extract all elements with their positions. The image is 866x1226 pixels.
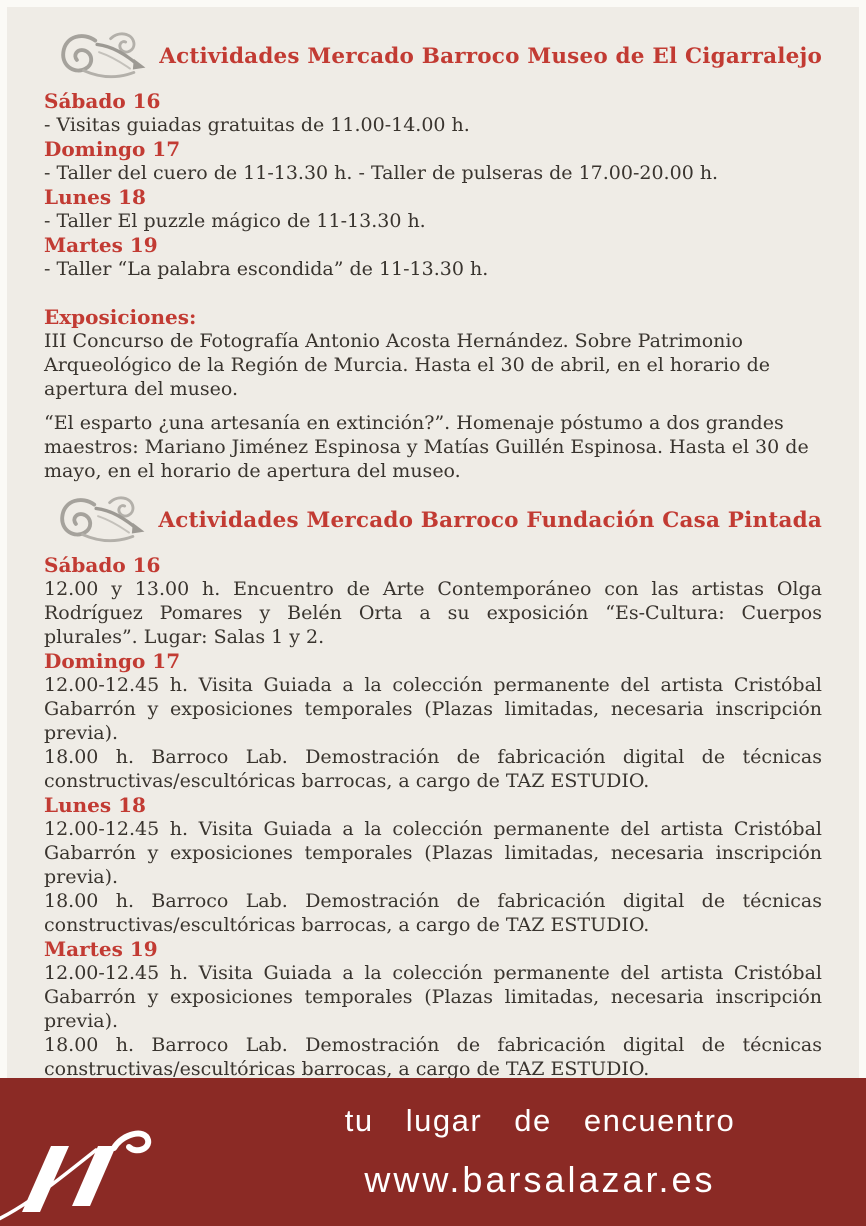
bar-salazar-script-logo xyxy=(0,1112,178,1226)
casa-pintada-day-list xyxy=(44,553,822,1078)
swirl-flourish-icon xyxy=(52,493,148,549)
footer-website-url: www.barsalazar.es xyxy=(364,1159,716,1200)
museo-section-title: Actividades Mercado Barroco Museo de El Cigarralejo xyxy=(159,44,822,70)
casa-day-activity: 12.00-12.45 h. Visita Guiada a la colección permanente del artista Cristóbal Gabarrón y exposiciones temporales (Plazas limitadas, necesaria inscripción previa). xyxy=(44,674,822,744)
museo-section-header xyxy=(44,29,822,85)
casa-day-activity: 12.00 y 13.00 h. Encuentro de Arte Contemporáneo con las artistas Olga Rodríguez Pomares y Belén Orta a su exposición “Es-Cultura: Cuerpos plurales”. Lugar: Salas 1 y 2. xyxy=(44,578,822,648)
casa-pintada-section-title: Actividades Mercado Barroco Fundación Casa Pintada xyxy=(158,508,822,534)
exposiciones-paragraph-1: III Concurso de Fotografía Antonio Acosta Hernández. Sobre Patrimonio Arqueológico de la Región de Murcia. Hasta el 30 de abril, en el horario de apertura del museo. xyxy=(44,330,770,400)
footer-text-block xyxy=(214,1078,866,1226)
casa-day-activity: 18.00 h. Barroco Lab. Demostración de fabricación digital de técnicas constructivas/escultóricas barrocas, a cargo de TAZ ESTUDIO. xyxy=(44,746,822,792)
swirl-flourish-icon xyxy=(53,29,149,85)
exposiciones-heading: Exposiciones: xyxy=(44,305,197,329)
footer-tagline: tu lugar de encuentro xyxy=(344,1103,736,1138)
exposiciones-paragraph-2: “El esparto ¿una artesanía en extinción?”. Homenaje póstumo a dos grandes maestros: Mariano Jiménez Espinosa y Matías Guillén Espinosa. Hasta el 30 de mayo, en el horario de apertura del museo. xyxy=(44,412,809,482)
museo-day-activity: - Taller “La palabra escondida” de 11-13.30 h. xyxy=(44,258,489,280)
museo-day-label: Sábado 16 xyxy=(44,89,161,113)
casa-day-activity: 18.00 h. Barroco Lab. Demostración de fabricación digital de técnicas constructivas/escultóricas barrocas, a cargo de TAZ ESTUDIO. xyxy=(44,890,822,936)
casa-day-activity: 18.00 h. Barroco Lab. Demostración de fabricación digital de técnicas constructivas/escultóricas barrocas, a cargo de TAZ ESTUDIO. xyxy=(44,1034,822,1078)
museo-day-activity: - Visitas guiadas gratuitas de 11.00-14.00 h. xyxy=(44,114,470,136)
museo-day-activity: - Taller El puzzle mágico de 11-13.30 h. xyxy=(44,210,426,232)
museo-day-activity: - Taller del cuero de 11-13.30 h. - Taller de pulseras de 17.00-20.00 h. xyxy=(44,162,719,184)
exposiciones-block xyxy=(44,305,822,483)
footer-banner xyxy=(0,1078,866,1226)
casa-day-label: Lunes 18 xyxy=(44,793,146,817)
casa-pintada-section-header xyxy=(44,493,822,549)
casa-day-activity: 12.00-12.45 h. Visita Guiada a la colección permanente del artista Cristóbal Gabarrón y exposiciones temporales (Plazas limitadas, necesaria inscripción previa). xyxy=(44,818,822,888)
casa-day-label: Sábado 16 xyxy=(44,553,161,577)
casa-day-label: Domingo 17 xyxy=(44,649,181,673)
casa-day-label: Martes 19 xyxy=(44,937,158,961)
museo-day-label: Domingo 17 xyxy=(44,137,181,161)
museo-day-label: Martes 19 xyxy=(44,233,158,257)
casa-day-activity: 12.00-12.45 h. Visita Guiada a la colección permanente del artista Cristóbal Gabarrón y exposiciones temporales (Plazas limitadas, necesaria inscripción previa). xyxy=(44,962,822,1032)
museo-day-list xyxy=(44,89,822,281)
flyer-content xyxy=(7,7,859,1078)
museo-day-label: Lunes 18 xyxy=(44,185,146,209)
